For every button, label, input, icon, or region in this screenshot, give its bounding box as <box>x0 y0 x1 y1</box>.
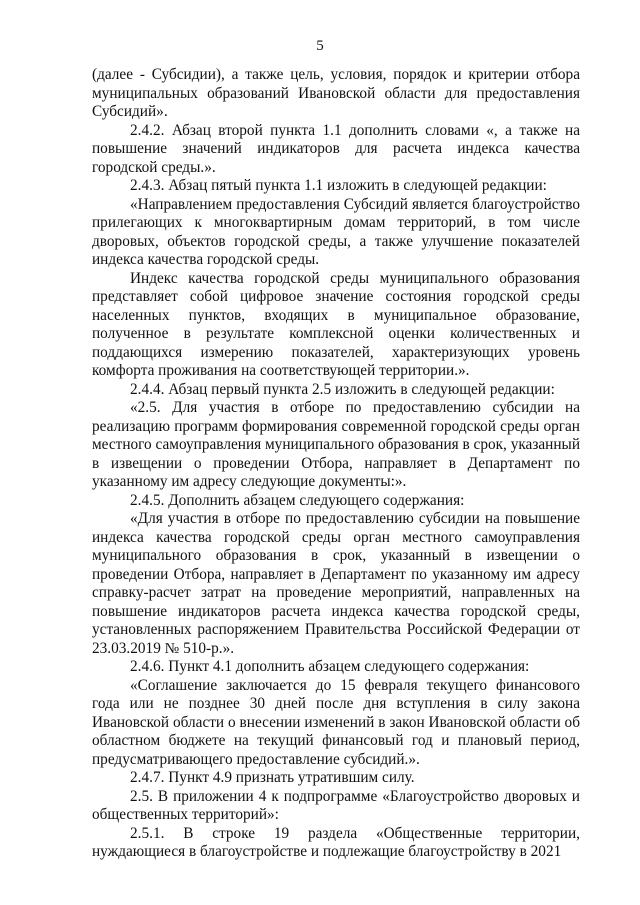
document-body <box>92 66 580 862</box>
paragraph-2-4-6: 2.4.6. Пункт 4.1 дополнить абзацем следующего содержания: <box>130 658 530 675</box>
paragraph-subsidy-direction: «Направлением предоставления Субсидий является благоустройство прилегающих к многоквартирным домам территорий, в том числе дворовых, объектов городской среды, а также улучшение показателей индекса качества городской среды. <box>92 195 580 268</box>
paragraph-2-4-4: 2.4.4. Абзац первый пункта 2.5 изложить в следующей редакции: <box>130 380 555 398</box>
paragraph-2-5: 2.5. В приложении 4 к подпрограмме «Благоустройство дворовых и общественных территорий»: <box>92 787 580 823</box>
paragraph-quality-index-participation: «Для участия в отборе по предоставлению субсидии на повышение индекса качества городской среды орган местного самоуправления муниципального образования в срок, указанный в извещении о проведении Отбора, направляет в Департамент по указанному им адресу справку-расчет затрат на проведение мероприятий, направленных на повышение индикаторов расчета индекса качества городской среды, установленных распоряжением Правительства Российской Федерации от 23.03.2019 № 510-р.». <box>92 510 580 657</box>
paragraph-2-4-2: 2.4.2. Абзац второй пункта 1.1 дополнить словами «, а также на повышение значений индикаторов для расчета индекса качества городской среды.». <box>92 121 580 176</box>
paragraph-2-4-3: 2.4.3. Абзац пятый пункта 1.1 изложить в следующей редакции: <box>130 177 547 194</box>
paragraph-intro-continuation: (далее - Субсидии), а также цель, условия, порядок и критерии отбора муниципальных образований Ивановской области для предоставления Субсидий». <box>92 66 580 120</box>
paragraph-quality-index-definition: Индекс качества городской среды муниципального образования представляет собой цифровое значение состояния городской среды населенных пунктов, входящих в муниципальное образование, полученное в результате комплексной оценки количественных и поддающихся измерению показателей, характеризующих уровень комфорта проживания на соответствующей территории.». <box>92 269 580 379</box>
paragraph-clause-2-5: «2.5. Для участия в отборе по предоставлению субсидии на реализацию программ формирования современной городской среды орган местного самоуправления муниципального образования в срок, указанный в извещении о проведении Отбора, направляет в Департамент по указанному им адресу следующие документы:». <box>92 399 581 490</box>
paragraph-2-5-1: 2.5.1. В строке 19 раздела «Общественные территории, нуждающиеся в благоустройстве и подлежащие благоустройству в 2021 <box>92 824 580 860</box>
page-number: 5 <box>316 38 324 54</box>
paragraph-agreement-deadline: «Соглашение заключается до 15 февраля текущего финансового года или не позднее 30 дней после дня вступления в силу закона Ивановской области о внесении изменений в закон Ивановской области об областном бюджете на текущий финансовый год и плановый период, предусматривающего предоставление субсидий.». <box>92 676 580 768</box>
paragraph-2-4-5: 2.4.5. Дополнить абзацем следующего содержания: <box>130 491 465 509</box>
paragraph-2-4-7: 2.4.7. Пункт 4.9 признать утратившим силу. <box>130 769 415 786</box>
